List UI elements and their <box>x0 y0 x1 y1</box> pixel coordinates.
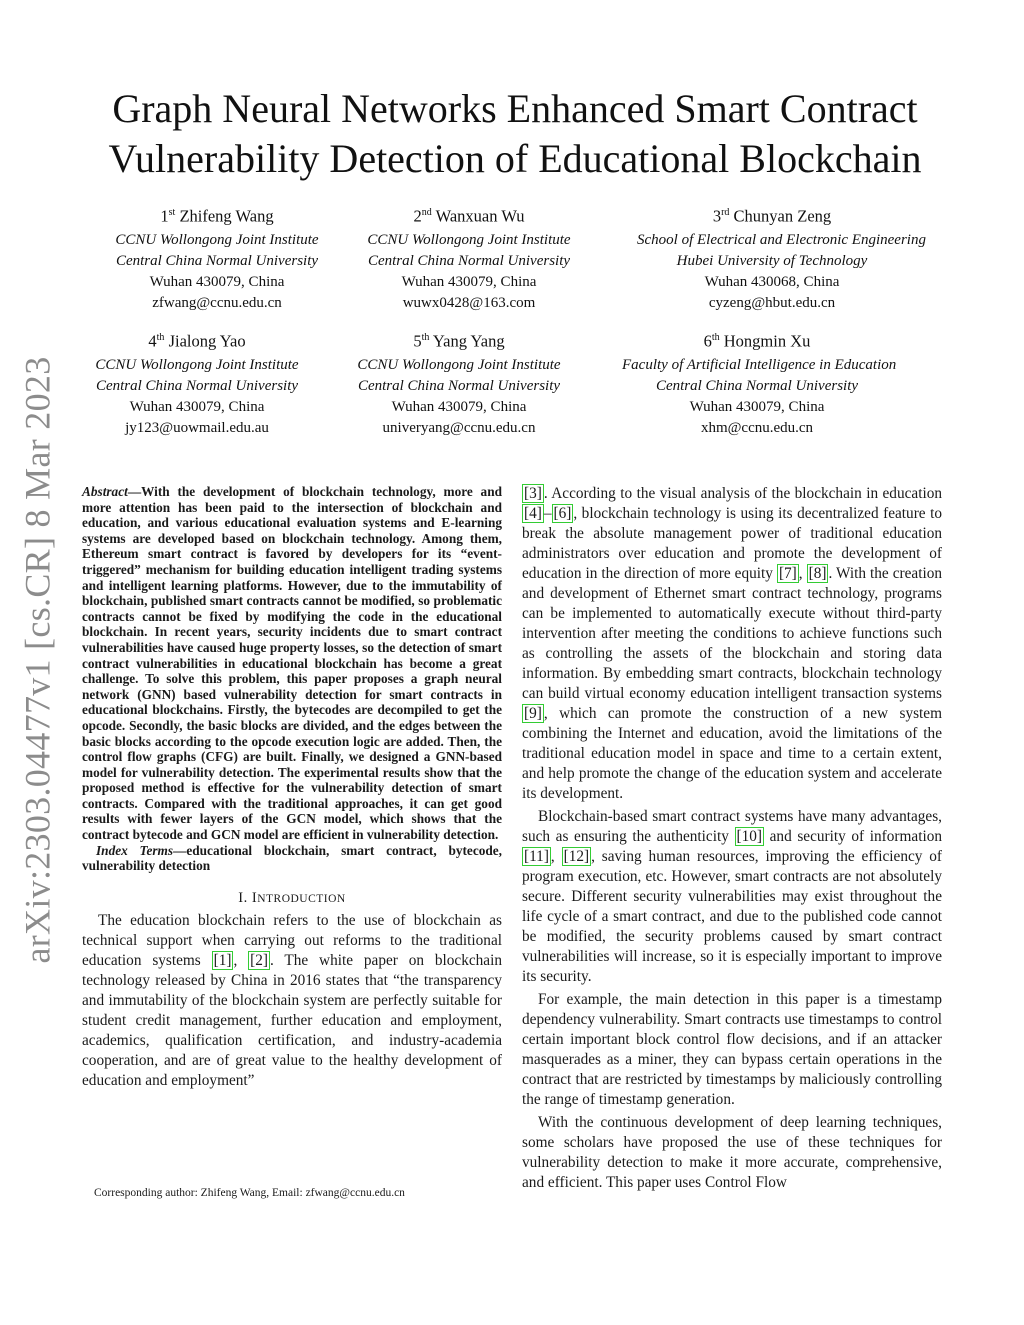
author-block-5 <box>324 325 594 439</box>
author-name: 5th Yang Yang <box>413 331 505 351</box>
author-affiliation: CCNU Wollongong Joint Institute <box>95 356 299 373</box>
author-block-2 <box>334 200 604 314</box>
author-name: 3rd Chunyan Zeng <box>712 206 832 226</box>
citation-link[interactable]: [10] <box>736 828 763 845</box>
author-name: 6th Hongmin Xu <box>703 331 811 351</box>
author-block-4 <box>62 325 332 439</box>
citation-link[interactable]: [1] <box>213 951 232 969</box>
citation-link[interactable]: [3] <box>524 485 542 502</box>
citation-link[interactable]: [11] <box>524 848 549 865</box>
citation-link[interactable]: [6] <box>553 505 572 522</box>
citation-link[interactable]: [12] <box>563 848 590 865</box>
section-heading-introduction: I. INTRODUCTION <box>238 889 346 906</box>
author-block-6 <box>622 325 897 439</box>
author-address: Wuhan 430079, China <box>129 398 265 415</box>
author-block-1 <box>82 200 352 314</box>
author-address: Wuhan 430079, China <box>149 273 285 290</box>
author-name: 2nd Wanxuan Wu <box>413 206 525 226</box>
citation-link[interactable]: [7] <box>778 565 797 582</box>
arxiv-stamp-text: arXiv:2303.04477v1 [cs.CR] 8 Mar 2023 <box>18 356 59 964</box>
abstract <box>82 484 502 843</box>
right-column <box>522 484 942 1196</box>
intro-paragraph-1: The education blockchain refers to the use of blockchain as technical support when carrying out reforms to the traditional education systems [1] , [2] . The white paper on blockchain technology released by China in 2016 states that “the transparency and immutability of the blockchain system are perfectly suitable for student credit management, further education and employment, academics, qualification certification, and industry-academia cooperation, and are of great value to the healthy development of education and employment” <box>82 911 502 1089</box>
author-email[interactable]: univeryang@ccnu.edu.cn <box>382 419 536 436</box>
author-affiliation: Central China Normal University <box>95 377 299 394</box>
author-address: Wuhan 430079, China <box>401 273 537 290</box>
author-affiliation: CCNU Wollongong Joint Institute <box>367 231 571 248</box>
author-address: Wuhan 430079, China <box>391 398 527 415</box>
intro-paragraph-2: Blockchain-based smart contract systems have many advantages, such as ensuring the authenticity [10] and security of information [11] , [12] , saving human resources, improving the efficiency of program execution, etc. However, smart contracts are not absolutely secure. Different security vulnerabilities may exist throughout the life cycle of a smart contract, and due to the published code cannot be modified, the security problems caused by smart contract vulnerabilities will increase, so it is especially important to improve its security. <box>522 808 942 985</box>
author-affiliation: Central China Normal University <box>367 252 571 269</box>
author-affiliation: Hubei University of Technology <box>676 252 868 269</box>
author-affiliation: School of Electrical and Electronic Engineering <box>637 231 926 248</box>
author-block-3 <box>637 200 926 314</box>
index-terms-label: Index Terms <box>96 842 174 858</box>
author-email[interactable]: xhm@ccnu.edu.cn <box>700 419 814 436</box>
citation-link[interactable]: [2] <box>250 951 268 969</box>
author-affiliation: Faculty of Artificial Intelligence in Education <box>622 356 897 373</box>
abstract-text: —With the development of blockchain technology, more and more attention has been paid to the intersection of blockchain and education, and various educational evaluation systems and E-learning systems are developed based on blockchain technology. Among them, Ethereum smart contract is favored by developers for its “event-triggered” mechanism for building education intelligent trading systems and intelligent learning platforms. However, due to the immutability of blockchain, published smart contracts cannot be modified, so problematic contracts cannot be fixed by modifying the code in the educational blockchain. In recent years, security incidents due to smart contract vulnerabilities have caused huge property losses, so the detection of smart contract vulnerabilities in educational blockchain has become a great challenge. To solve this problem, this paper proposes a graph neural network (GNN) based vulnerability detection for smart contracts in educational blockchains. Firstly, the bytecodes are decompiled to get the opcode. Secondly, the basic blocks are divided, and the edges between the basic blocks according to the opcode execution logic are added. Then, the control flow graphs (CFG) are built. Finally, we designed a GNN-based model for vulnerability detection. The experimental results show that the proposed method is effective for the vulnerability detection of smart contracts. Compared with the traditional approaches, it can get good results with fewer layers of the GCN model, which shows that the contract bytecode and GCN model are efficient in vulnerability detection. <box>82 484 502 843</box>
author-name: 1st Zhifeng Wang <box>160 206 274 226</box>
author-email[interactable]: wuwx0428@163.com <box>402 294 536 311</box>
intro-paragraph-1-cont: [3] . According to the visual analysis of the blockchain in education [4] – [6] , blockchain technology is using its decentralized feature to break the absolute management power of traditional education administrators over education and promote the development of education in the direction of more equity [7] , [8] . With the creation and development of Ethernet smart contract technology, programs can be implemented to automatically execute without third-party intervention after meeting the conditions to achieve functions such as controlling the assets of the blockchain and storing data information. By embedding smart contracts, blockchain technology can build virtual economy education intelligent transaction systems [9] , which can promote the construction of a new system combining the Internet and education, avoid the limitations of the traditional education model in space and time to a certain extent, and help promote the change of the education system and accelerate its development. <box>522 485 942 802</box>
abstract-label: Abstract <box>82 484 128 499</box>
author-affiliation: Central China Normal University <box>115 252 319 269</box>
author-name: 4th Jialong Yao <box>148 331 246 351</box>
index-terms <box>82 843 502 874</box>
author-email[interactable]: jy123@uowmail.edu.au <box>125 419 269 436</box>
paper-title: Graph Neural Networks Enhanced Smart Contract Vulnerability Detection of Educational Blockchain <box>108 86 922 181</box>
author-affiliation: CCNU Wollongong Joint Institute <box>115 231 319 248</box>
author-address: Wuhan 430079, China <box>689 398 825 415</box>
citation-link[interactable]: [8] <box>808 565 827 582</box>
author-affiliation: Central China Normal University <box>655 377 859 394</box>
author-email[interactable]: zfwang@ccnu.edu.cn <box>152 294 282 311</box>
citation-link[interactable]: [9] <box>524 705 542 722</box>
author-email[interactable]: cyzeng@hbut.edu.cn <box>708 294 836 311</box>
intro-paragraph-4: With the continuous development of deep learning techniques, some scholars have proposed the use of these techniques for vulnerability detection to make it more accurate, comprehensive, and efficient. This paper uses Control Flow <box>522 1114 942 1191</box>
arxiv-stamp <box>8 356 68 964</box>
author-affiliation: CCNU Wollongong Joint Institute <box>357 356 561 373</box>
author-affiliation: Central China Normal University <box>357 377 561 394</box>
citation-link[interactable]: [4] <box>524 505 542 522</box>
author-address: Wuhan 430068, China <box>704 273 840 290</box>
intro-paragraph-3: For example, the main detection in this paper is a timestamp dependency vulnerability. Smart contracts use timestamps to control certain important block control flow decisions, and if an attacker masquerades as a miner, they can bypass certain operations in the contract that are restricted by timestamps by maliciously controlling the range of timestamp generation. <box>522 991 942 1108</box>
footnote-corresponding-author: Corresponding author: Zhifeng Wang, Email: zfwang@ccnu.edu.cn <box>94 1187 405 1199</box>
index-terms-text: —educational blockchain, smart contract, bytecode, vulnerability detection <box>82 842 503 874</box>
left-column <box>82 484 502 1091</box>
